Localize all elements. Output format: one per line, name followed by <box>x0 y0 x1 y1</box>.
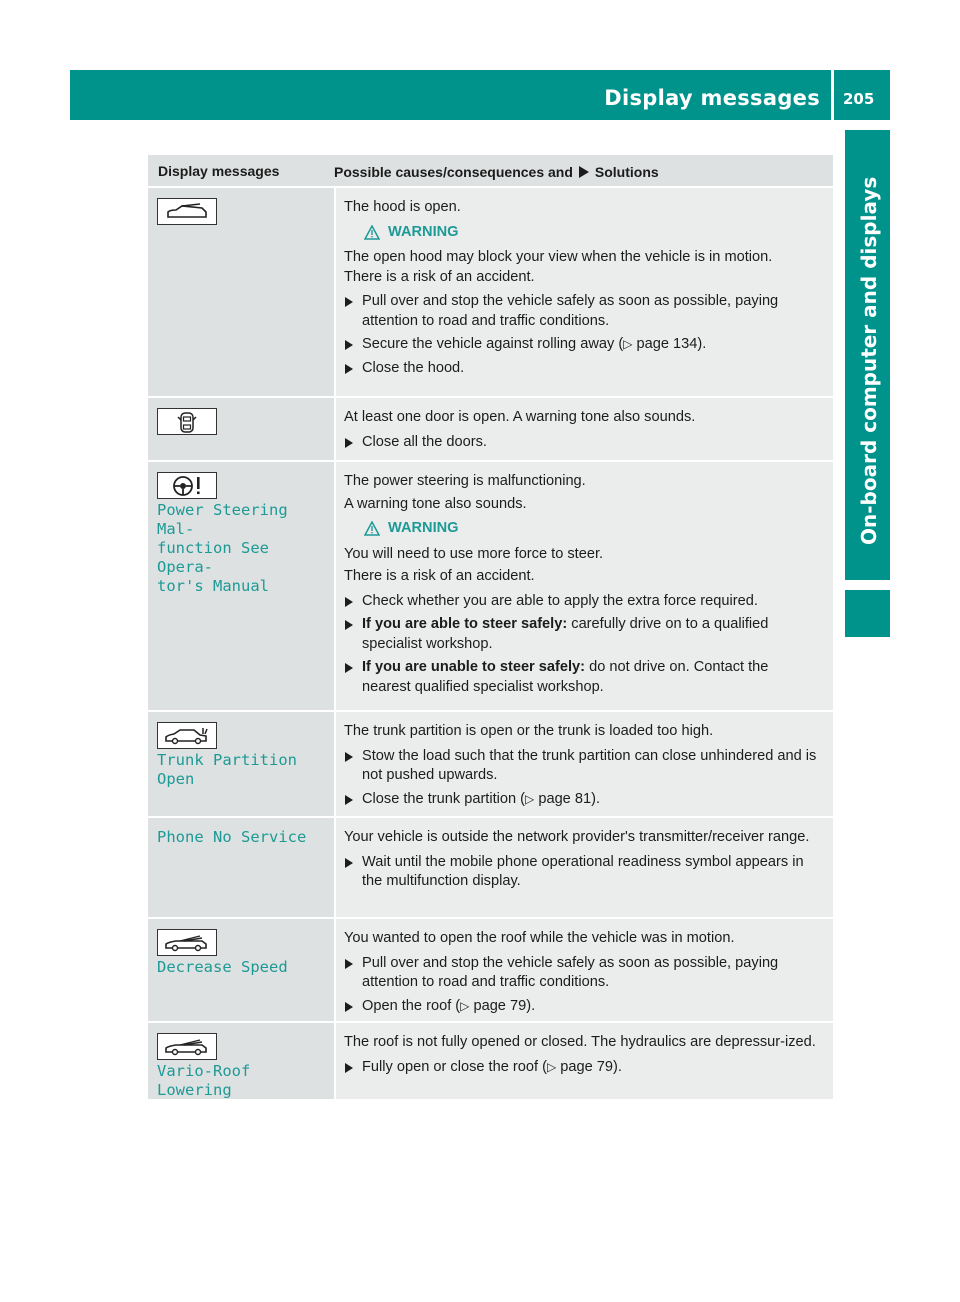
page-ref-icon: ▷ <box>623 337 633 351</box>
page-ref-icon: ▷ <box>525 791 535 806</box>
page-ref-link[interactable]: page 79). <box>556 1058 622 1075</box>
display-messages-table <box>148 155 833 1099</box>
door-open-icon <box>157 408 217 435</box>
page-header <box>70 70 890 120</box>
list-item: Fully open or close the roof (▷ page 79). <box>344 1058 819 1078</box>
convertible-roof-icon <box>157 1033 217 1060</box>
table-row <box>148 460 833 710</box>
hood-open-icon <box>157 198 217 225</box>
list-item: Close all the doors. <box>344 433 819 453</box>
table-row <box>148 917 833 1021</box>
step-arrow-icon <box>345 858 353 868</box>
warning-label: WARNING <box>388 223 459 240</box>
list-item: Close the trunk partition (▷ page 81). <box>344 790 819 810</box>
row-text: At least one door is open. A warning tone also sounds. <box>344 409 696 425</box>
row-text: Your vehicle is outside the network provider's transmitter/receiver range. <box>344 829 810 845</box>
message-cell <box>148 188 334 396</box>
page-ref-link[interactable]: page 81). <box>534 790 601 807</box>
row-text: The power steering is malfunctioning. <box>344 473 586 489</box>
list-item: Stow the load such that the trunk partition can close unhindered and is not pushed upwards. <box>344 747 819 786</box>
row-text: The trunk partition is open or the trunk is loaded too high. <box>344 723 714 739</box>
page-ref-link[interactable]: page 134). <box>632 336 707 352</box>
solution-cell <box>336 818 833 917</box>
display-message-text: Trunk Partition Open <box>157 751 297 788</box>
page-number: 205 <box>843 90 875 108</box>
message-cell <box>148 712 334 816</box>
step-arrow-icon <box>345 597 353 607</box>
list-item: Pull over and stop the vehicle safely as soon as possible, paying attention to road and traffic conditions. <box>344 292 819 331</box>
step-arrow-icon <box>345 663 353 673</box>
solution-cell <box>336 188 833 396</box>
solution-cell <box>336 398 833 460</box>
side-section-label: On-board computer and displays <box>857 176 881 545</box>
page-ref-link[interactable]: page 79). <box>469 997 536 1014</box>
step-arrow-icon <box>345 959 353 969</box>
row-text: The open hood may block your view when the vehicle is in motion. <box>344 249 773 265</box>
col-header-solutions-text: Solutions <box>594 164 659 180</box>
row-text: The roof is not fully opened or closed. The hydraulics are depressur-ized. <box>344 1034 816 1050</box>
warning-triangle-icon <box>364 521 380 536</box>
table-row <box>148 710 833 816</box>
step-arrow-icon <box>345 620 353 630</box>
row-text: There is a risk of an accident. <box>344 568 535 584</box>
warning-triangle-icon <box>364 225 380 240</box>
message-cell <box>148 398 334 460</box>
step-arrow-icon <box>345 752 353 762</box>
warning-label: WARNING <box>388 520 459 536</box>
step-arrow-icon <box>345 340 353 350</box>
table-header <box>148 155 833 186</box>
table-row <box>148 186 833 396</box>
list-item: If you are able to steer safely: carefully drive on to a qualified specialist workshop. <box>344 615 819 654</box>
display-message-text: Power Steering Mal‐ function See Opera‐ tor's Manual <box>157 501 288 595</box>
step-arrow-icon <box>345 1063 353 1073</box>
row-text: You will need to use more force to steer. <box>344 545 604 562</box>
row-text: There is a risk of an accident. <box>344 268 535 285</box>
solution-cell <box>336 712 833 816</box>
page-ref-icon: ▷ <box>460 998 470 1013</box>
display-message-text: Vario-Roof Lowering <box>157 1062 251 1099</box>
message-cell <box>148 818 334 917</box>
list-item: Pull over and stop the vehicle safely as soon as possible, paying attention to road and traffic conditions. <box>344 954 819 993</box>
row-text: You wanted to open the roof while the vehicle was in motion. <box>344 930 735 946</box>
step-arrow-icon <box>345 1002 353 1012</box>
list-item: Check whether you are able to apply the extra force required. <box>344 592 819 612</box>
power-steering-icon <box>157 472 217 499</box>
row-text: The hood is open. <box>344 199 461 215</box>
step-arrow-icon <box>345 297 353 307</box>
col-header-causes <box>322 155 833 186</box>
solution-cell <box>336 919 833 1021</box>
col-header-messages: Display messages <box>158 163 280 179</box>
solution-arrow-icon <box>579 166 589 178</box>
col-header-causes-text: Possible causes/consequences and <box>334 164 573 180</box>
list-item: Close the hood. <box>344 359 819 379</box>
message-cell <box>148 1023 334 1099</box>
side-section-tab <box>845 130 890 580</box>
table-row <box>148 816 833 917</box>
convertible-roof-icon <box>157 929 217 956</box>
step-arrow-icon <box>345 364 353 374</box>
list-item: Secure the vehicle against rolling away (▷ page 134). <box>344 335 819 355</box>
page-ref-icon: ▷ <box>546 1059 557 1074</box>
side-marker <box>845 590 890 637</box>
step-arrow-icon <box>345 438 353 448</box>
list-item: If you are unable to steer safely: do not drive on. Contact the nearest qualified specialist workshop. <box>344 658 819 697</box>
page-title: Display messages <box>604 86 820 110</box>
step-arrow-icon <box>345 795 353 805</box>
solution-cell <box>336 1023 833 1099</box>
table-row <box>148 1021 833 1099</box>
display-message-text: Decrease Speed <box>157 958 288 976</box>
header-divider <box>831 70 834 120</box>
warning-heading <box>364 223 819 243</box>
message-cell <box>148 919 334 1021</box>
trunk-partition-icon <box>157 722 217 749</box>
list-item: Open the roof (▷ page 79). <box>344 997 819 1017</box>
row-text: A warning tone also sounds. <box>344 495 527 512</box>
solution-cell <box>336 462 833 710</box>
table-row <box>148 396 833 460</box>
warning-heading <box>364 519 819 539</box>
message-cell <box>148 462 334 710</box>
list-item: Wait until the mobile phone operational readiness symbol appears in the multifunction display. <box>344 853 819 892</box>
display-message-text: Phone No Service <box>157 828 307 846</box>
